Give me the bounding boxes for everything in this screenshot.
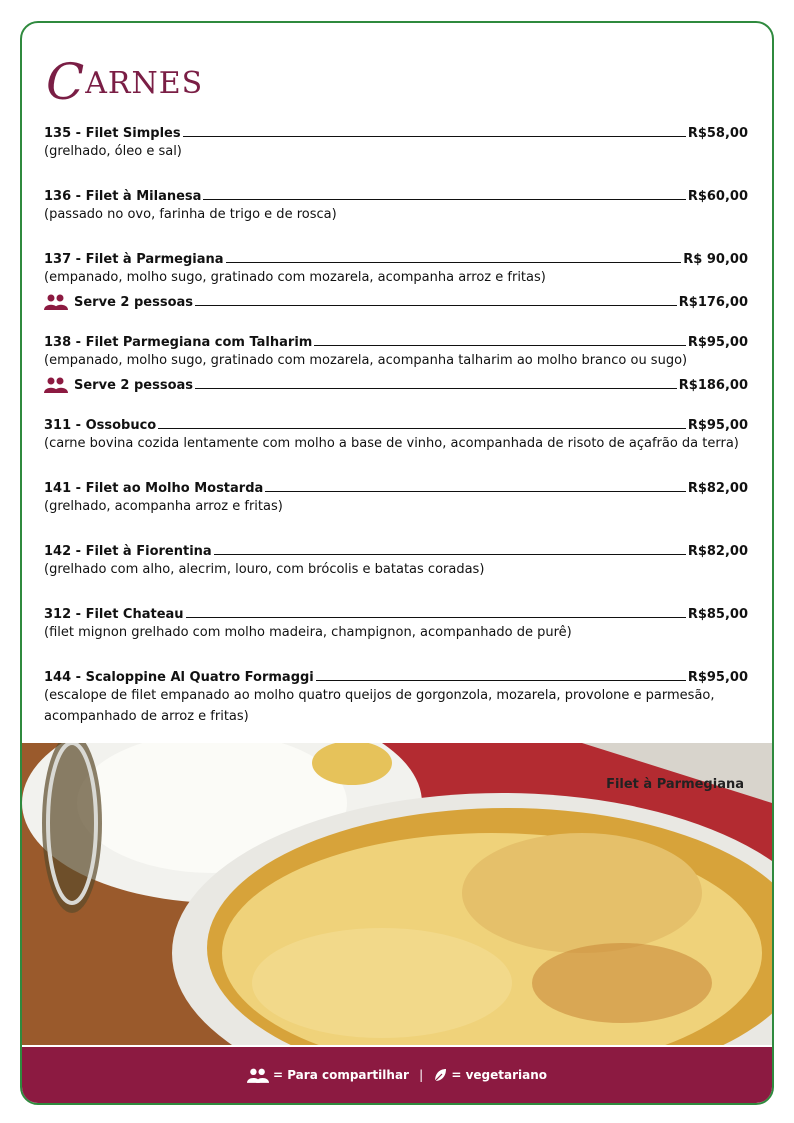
item-description: (carne bovina cozida lentamente com molho a base de vinho, acompanhada de risoto de açafrão da terra) <box>44 436 739 451</box>
menu-item <box>44 413 748 454</box>
item-description: (grelhado, óleo e sal) <box>44 144 182 159</box>
item-price: R$95,00 <box>687 418 748 433</box>
item-price: R$82,00 <box>687 481 748 496</box>
leader-line <box>226 262 682 263</box>
menu-items <box>44 121 748 727</box>
item-price: R$ 90,00 <box>683 252 748 267</box>
leader-line <box>265 491 686 492</box>
serve-label: Serve 2 pessoas <box>74 378 194 393</box>
item-name: 136 - Filet à Milanesa <box>44 189 202 204</box>
item-price: R$85,00 <box>687 607 748 622</box>
item-price: R$95,00 <box>687 335 748 350</box>
item-name: 141 - Filet ao Molho Mostarda <box>44 481 264 496</box>
item-price: R$82,00 <box>687 544 748 559</box>
share-legend-label: = Para compartilhar <box>272 1068 409 1082</box>
leader-line <box>203 199 685 200</box>
item-description: (grelhado, acompanha arroz e fritas) <box>44 499 283 514</box>
item-name: 138 - Filet Parmegiana com Talharim <box>44 335 313 350</box>
item-description: (filet mignon grelhado com molho madeira, champignon, acompanhado de purê) <box>44 625 572 640</box>
leader-line <box>158 428 686 429</box>
legend-separator: | <box>418 1068 424 1082</box>
leaf-icon <box>433 1068 447 1083</box>
item-name: 135 - Filet Simples <box>44 126 181 141</box>
vegetarian-legend-label: = vegetariano <box>451 1068 548 1082</box>
menu-item <box>44 665 748 727</box>
leader-line <box>316 680 686 681</box>
item-name: 312 - Filet Chateau <box>44 607 184 622</box>
item-name: 142 - Filet à Fiorentina <box>44 544 212 559</box>
item-description: (passado no ovo, farinha de trigo e de rosca) <box>44 207 337 222</box>
serve-label: Serve 2 pessoas <box>74 295 194 310</box>
item-price: R$95,00 <box>687 670 748 685</box>
menu-item <box>44 476 748 517</box>
dish-photo <box>22 743 772 1045</box>
leader-line <box>183 136 686 137</box>
menu-card <box>20 21 774 1105</box>
menu-item <box>44 121 748 162</box>
share-people-icon <box>247 1068 269 1083</box>
title-initial: C <box>46 53 86 111</box>
menu-item <box>44 330 748 393</box>
item-name: 311 - Ossobuco <box>44 418 157 433</box>
share-people-icon <box>44 377 68 393</box>
item-name: 144 - Scaloppine Al Quatro Formaggi <box>44 670 314 685</box>
item-price: R$60,00 <box>687 189 748 204</box>
menu-item <box>44 602 748 643</box>
item-description: (grelhado com alho, alecrim, louro, com brócolis e batatas coradas) <box>44 562 485 577</box>
photo-caption: Filet à Parmegiana <box>606 777 744 792</box>
item-description: (escalope de filet empanado ao molho quatro queijos de gorgonzola, mozarela, provolone e parmesão, acompanhado de arroz e fritas) <box>44 688 715 724</box>
item-name: 137 - Filet à Parmegiana <box>44 252 224 267</box>
leader-line <box>195 305 677 306</box>
leader-line <box>186 617 686 618</box>
menu-item <box>44 539 748 580</box>
leader-line <box>214 554 686 555</box>
serve-row <box>44 371 748 393</box>
share-people-icon <box>44 294 68 310</box>
item-price: R$58,00 <box>687 126 748 141</box>
menu-item <box>44 184 748 225</box>
title-rest: ARNES <box>85 66 204 101</box>
serve-price: R$176,00 <box>678 295 748 310</box>
item-description: (empanado, molho sugo, gratinado com mozarela, acompanha arroz e fritas) <box>44 270 546 285</box>
item-description: (empanado, molho sugo, gratinado com mozarela, acompanha talharim ao molho branco ou sugo) <box>44 353 688 368</box>
serve-price: R$186,00 <box>678 378 748 393</box>
menu-item <box>44 247 748 310</box>
leader-line <box>195 388 677 389</box>
leader-line <box>314 345 685 346</box>
section-title <box>46 53 203 111</box>
serve-row <box>44 288 748 310</box>
legend-footer <box>22 1047 772 1103</box>
